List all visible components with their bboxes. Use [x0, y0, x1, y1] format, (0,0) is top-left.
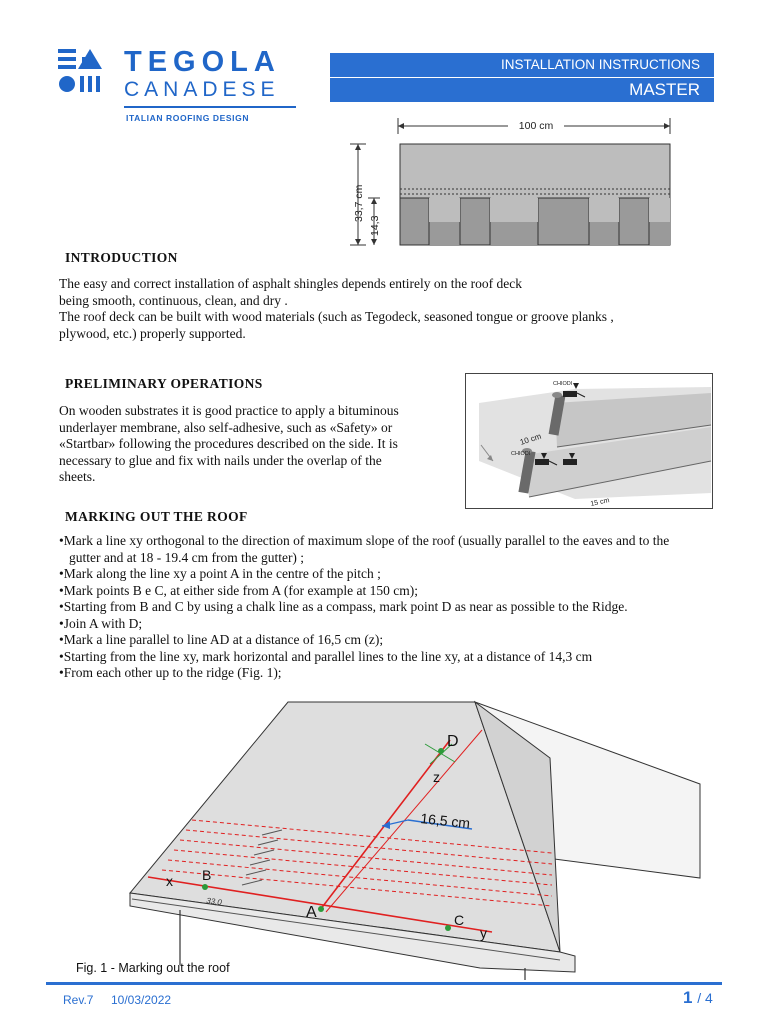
marking-step: • Join A with D; [59, 616, 699, 633]
preliminary-line: necessary to glue and fix with nails under the overlap of the [59, 452, 382, 468]
marking-step: • Mark a line parallel to line AD at a distance of 16,5 cm (z); [59, 632, 699, 649]
exposure-dimension-label: 14,3 [369, 215, 381, 236]
x-label: x [166, 873, 173, 889]
page-current: 1 [683, 988, 693, 1007]
intro-line: The roof deck can be built with wood materials (such as Tegodeck, seasoned tongue or groove planks , [59, 309, 614, 324]
page-total: / 4 [697, 990, 713, 1006]
height-dimension-label: 33,7 cm [353, 184, 365, 222]
marking-step: • Mark along the line xy a point A in the centre of the pitch ; [59, 566, 699, 583]
y-label: y [480, 925, 487, 941]
preliminary-line: underlayer membrane, also self-adhesive, such as «Safety» or [59, 419, 393, 435]
intro-line: plywood, etc.) properly supported. [59, 325, 246, 341]
doc-type-banner: INSTALLATION INSTRUCTIONS [330, 53, 714, 77]
brand-divider [124, 106, 296, 108]
product-banner: MASTER [330, 78, 714, 102]
introduction-heading: INTRODUCTION [65, 250, 178, 265]
underlayer-membrane-figure [465, 373, 713, 509]
marking-step: • Mark points B e C, at either side from A (for example at 150 cm); [59, 583, 699, 600]
footer-divider [46, 982, 722, 985]
preliminary-text [59, 403, 459, 486]
z-label: z [433, 769, 440, 785]
brand-name: TEGOLA [124, 46, 281, 78]
overlap-label: 10 cm [518, 431, 543, 447]
revision-label: Rev.7 [63, 993, 94, 1007]
shingle-dimension-figure [340, 114, 680, 254]
nails-label: CHIODI [553, 381, 573, 387]
brand-logo-mark [56, 46, 120, 98]
figure-caption: Fig. 1 - Marking out the roof [76, 961, 230, 975]
intro-line: being smooth, continuous, clean, and dry . [59, 292, 288, 308]
brand-tagline: ITALIAN ROOFING DESIGN [126, 113, 250, 123]
point-c-label: C [454, 912, 465, 928]
offset-label: 16,5 cm [419, 810, 471, 832]
intro-line: The easy and correct installation of asphalt shingles depends entirely on the roof deck [59, 276, 522, 291]
width-dimension-label: 100 cm [518, 120, 554, 132]
side-overlap-label: 15 cm [589, 497, 611, 508]
marking-heading: MARKING OUT THE ROOF [65, 509, 248, 524]
gutter-distance-label: 33,0 [205, 896, 223, 908]
preliminary-line: «Startbar» following the procedures described on the side. It is [59, 436, 398, 451]
preliminary-line: sheets. [59, 469, 96, 484]
marking-step: • From each other up to the ridge (Fig. 1); [59, 665, 699, 682]
nails-label: CHIODI [511, 451, 531, 457]
point-b-label: B [202, 867, 212, 883]
marking-steps-list [59, 533, 699, 682]
introduction-text [59, 276, 739, 342]
marking-step: • Starting from the line xy, mark horizontal and parallel lines to the line xy, at a distance of 14,3 cm [59, 649, 699, 666]
point-d-label: D [447, 733, 459, 750]
page-number [683, 988, 713, 1008]
marking-step: • Mark a line xy orthogonal to the direction of maximum slope of the roof (usually parallel to the eaves and to the gutter and at 18 - 19.4 cm from the gutter) ; [59, 533, 699, 566]
brand-subname: CANADESE [124, 78, 280, 101]
preliminary-line: On wooden substrates it is good practice to apply a bituminous [59, 403, 399, 418]
roof-marking-figure [120, 700, 720, 980]
preliminary-heading: PRELIMINARY OPERATIONS [65, 376, 263, 391]
marking-step: • Starting from B and C by using a chalk line as a compass, mark point D as near as possible to the Ridge. [59, 599, 699, 616]
point-a-label: A [306, 904, 317, 921]
revision-date: 10/03/2022 [111, 993, 172, 1007]
